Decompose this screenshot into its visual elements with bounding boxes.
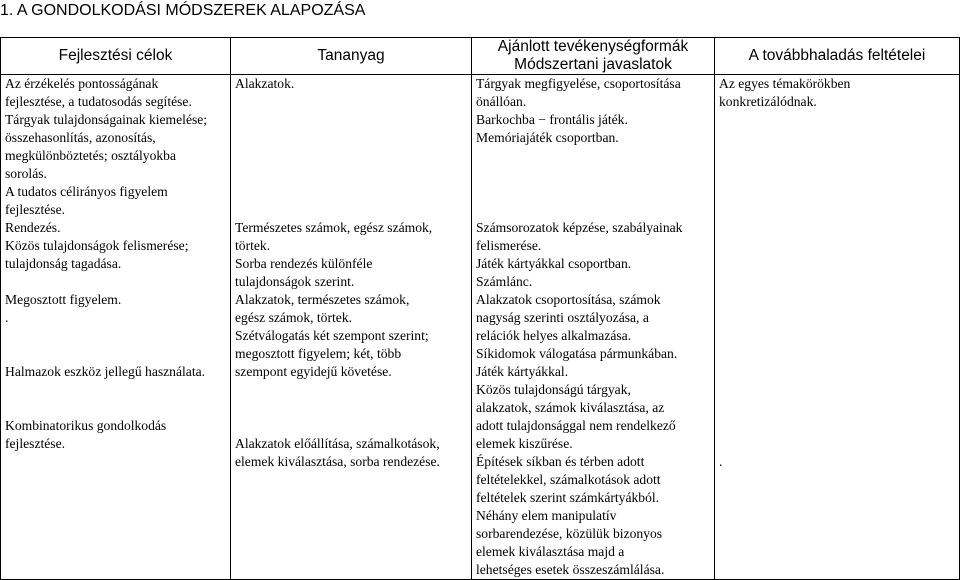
col3-line: felismerése. bbox=[476, 238, 542, 253]
col4-line bbox=[719, 111, 955, 129]
col4-line bbox=[719, 345, 955, 363]
col4-line bbox=[719, 273, 955, 291]
col3-line bbox=[476, 201, 710, 219]
col1-line: megkülönböztetés; osztályokba bbox=[5, 148, 177, 163]
col3-line bbox=[476, 147, 710, 165]
col1-line: fejlesztése, a tudatosodás segítése. bbox=[5, 94, 192, 109]
col2-line bbox=[235, 201, 467, 219]
col1-line bbox=[5, 273, 226, 291]
col3-line: adott tulajdonsággal nem rendelkező bbox=[476, 418, 676, 433]
col3-line: Építések síkban és térben adott bbox=[476, 454, 645, 469]
col3-line: relációk helyes alkalmazása. bbox=[476, 328, 632, 343]
col4-line bbox=[719, 183, 955, 201]
col3-line: önállóan. bbox=[476, 94, 527, 109]
col1-line bbox=[5, 381, 226, 399]
col2-line: egész számok, törtek. bbox=[235, 310, 353, 325]
col3-line: feltételekkel, számalkotások adott bbox=[476, 472, 661, 487]
col4-line bbox=[719, 381, 955, 399]
col1-line: A tudatos célirányos figyelem bbox=[5, 184, 168, 199]
col2-line bbox=[235, 399, 467, 417]
col1-line: Kombinatorikus gondolkodás bbox=[5, 418, 167, 433]
curriculum-table bbox=[0, 37, 960, 580]
col4-line bbox=[719, 255, 955, 273]
col2-line bbox=[235, 417, 467, 435]
col1-line: Közös tulajdonságok felismerése; bbox=[5, 238, 189, 253]
col3-line: lehetséges esetek összeszámlálása. bbox=[476, 562, 665, 577]
col4-line bbox=[719, 165, 955, 183]
col3-line: Számsorozatok képzése, szabályainak bbox=[476, 220, 683, 235]
col4-line bbox=[719, 363, 955, 381]
col3-line: Barkochba − frontális játék. bbox=[476, 112, 628, 127]
col1-line: összehasonlítás, azonosítás, bbox=[5, 130, 156, 145]
col1-line: tulajdonság tagadása. bbox=[5, 256, 122, 271]
col1-line: fejlesztése. bbox=[5, 202, 66, 217]
col3-line: Játék kártyákkal. bbox=[476, 364, 569, 379]
header-activities-line1: Ajánlott tevékenységformák bbox=[497, 38, 689, 55]
col2-line: Alakzatok. bbox=[235, 76, 295, 91]
col3-line: elemek kiszűrése. bbox=[476, 436, 573, 451]
col3-line: alakzatok, számok kiválasztása, az bbox=[476, 400, 665, 415]
col4-line: konkretizálódnak. bbox=[719, 94, 817, 109]
col3-line: Számlánc. bbox=[476, 274, 533, 289]
header-activities bbox=[472, 38, 715, 75]
col1-line: Halmazok eszköz jellegű használata. bbox=[5, 364, 206, 379]
col3-line: Játék kártyákkal csoportban. bbox=[476, 256, 632, 271]
col2-line: Szétválogatás két szempont szerint; bbox=[235, 328, 429, 343]
col1-line: sorolás. bbox=[5, 166, 47, 181]
col2-line bbox=[235, 183, 467, 201]
col3-line: nagyság szerinti osztályozása, a bbox=[476, 310, 649, 325]
col3-line: Tárgyak megfigyelése, csoportosítása bbox=[476, 76, 681, 91]
col3-line: feltételek szerint számkártyákból. bbox=[476, 490, 660, 505]
col1-line bbox=[5, 327, 226, 345]
col2-line bbox=[235, 129, 467, 147]
col2-line bbox=[235, 165, 467, 183]
col3-line: elemek kiválasztása majd a bbox=[476, 544, 625, 559]
col3-line: Síkidomok válogatása pármunkában. bbox=[476, 346, 678, 361]
col2-line: törtek. bbox=[235, 238, 271, 253]
col4-line bbox=[719, 237, 955, 255]
col2-line: szempont egyidejű követése. bbox=[235, 364, 392, 379]
col4-line bbox=[719, 291, 955, 309]
col1-line: . bbox=[5, 310, 9, 325]
col2-line: megosztott figyelem; két, több bbox=[235, 346, 402, 361]
col2-line: Alakzatok, természetes számok, bbox=[235, 292, 410, 307]
col3-line: sorbarendezése, közülük bizonyos bbox=[476, 526, 663, 541]
col4-line bbox=[719, 417, 955, 435]
col4-line bbox=[719, 219, 955, 237]
col4-line bbox=[719, 129, 955, 147]
col1-line: Tárgyak tulajdonságainak kiemelése; bbox=[5, 112, 208, 127]
section-heading: 1. A GONDOLKODÁSI MÓDSZEREK ALAPOZÁSA bbox=[0, 2, 366, 19]
header-development-goals: Fejlesztési célok bbox=[1, 38, 231, 75]
col1-line bbox=[5, 399, 226, 417]
col3-line bbox=[476, 183, 710, 201]
col4-line bbox=[719, 309, 955, 327]
col4-line bbox=[719, 435, 955, 453]
header-progression-conditions: A továbbhaladás feltételei bbox=[715, 38, 960, 75]
col1-line: Az érzékelés pontosságának bbox=[5, 76, 159, 91]
col3-line: Memóriajáték csoportban. bbox=[476, 130, 619, 145]
col4-line: Az egyes témakörökben bbox=[719, 76, 851, 91]
col2-line bbox=[235, 93, 467, 111]
col1-line: fejlesztése. bbox=[5, 436, 66, 451]
col1-line bbox=[5, 345, 226, 363]
col3-line: Alakzatok csoportosítása, számok bbox=[476, 292, 661, 307]
col4-line bbox=[719, 327, 955, 345]
col2-line: tulajdonságok szerint. bbox=[235, 274, 355, 289]
col2-line bbox=[235, 381, 467, 399]
header-curriculum: Tananyag bbox=[231, 38, 472, 75]
col2-line: Természetes számok, egész számok, bbox=[235, 220, 433, 235]
col4-line bbox=[719, 399, 955, 417]
col2-line: Sorba rendezés különféle bbox=[235, 256, 373, 271]
col3-line bbox=[476, 165, 710, 183]
col1-line: Rendezés. bbox=[5, 220, 61, 235]
col3-line: Néhány elem manipulatív bbox=[476, 508, 617, 523]
col2-line bbox=[235, 147, 467, 165]
col3-line: Közös tulajdonságú tárgyak, bbox=[476, 382, 631, 397]
curriculum-cell bbox=[231, 75, 472, 580]
col4-line bbox=[719, 201, 955, 219]
progression-cell bbox=[715, 75, 960, 580]
col2-line: Alakzatok előállítása, számalkotások, bbox=[235, 436, 440, 451]
header-activities-line2: Módszertani javaslatok bbox=[514, 56, 672, 73]
table-row bbox=[1, 75, 960, 580]
col4-line bbox=[719, 147, 955, 165]
col2-line: elemek kiválasztása, sorba rendezése. bbox=[235, 454, 440, 469]
activities-cell bbox=[472, 75, 715, 580]
goals-cell bbox=[1, 75, 231, 580]
col2-line bbox=[235, 111, 467, 129]
col4-line: . bbox=[719, 454, 723, 469]
table-header-row bbox=[1, 38, 960, 75]
col1-line: Megosztott figyelem. bbox=[5, 292, 122, 307]
